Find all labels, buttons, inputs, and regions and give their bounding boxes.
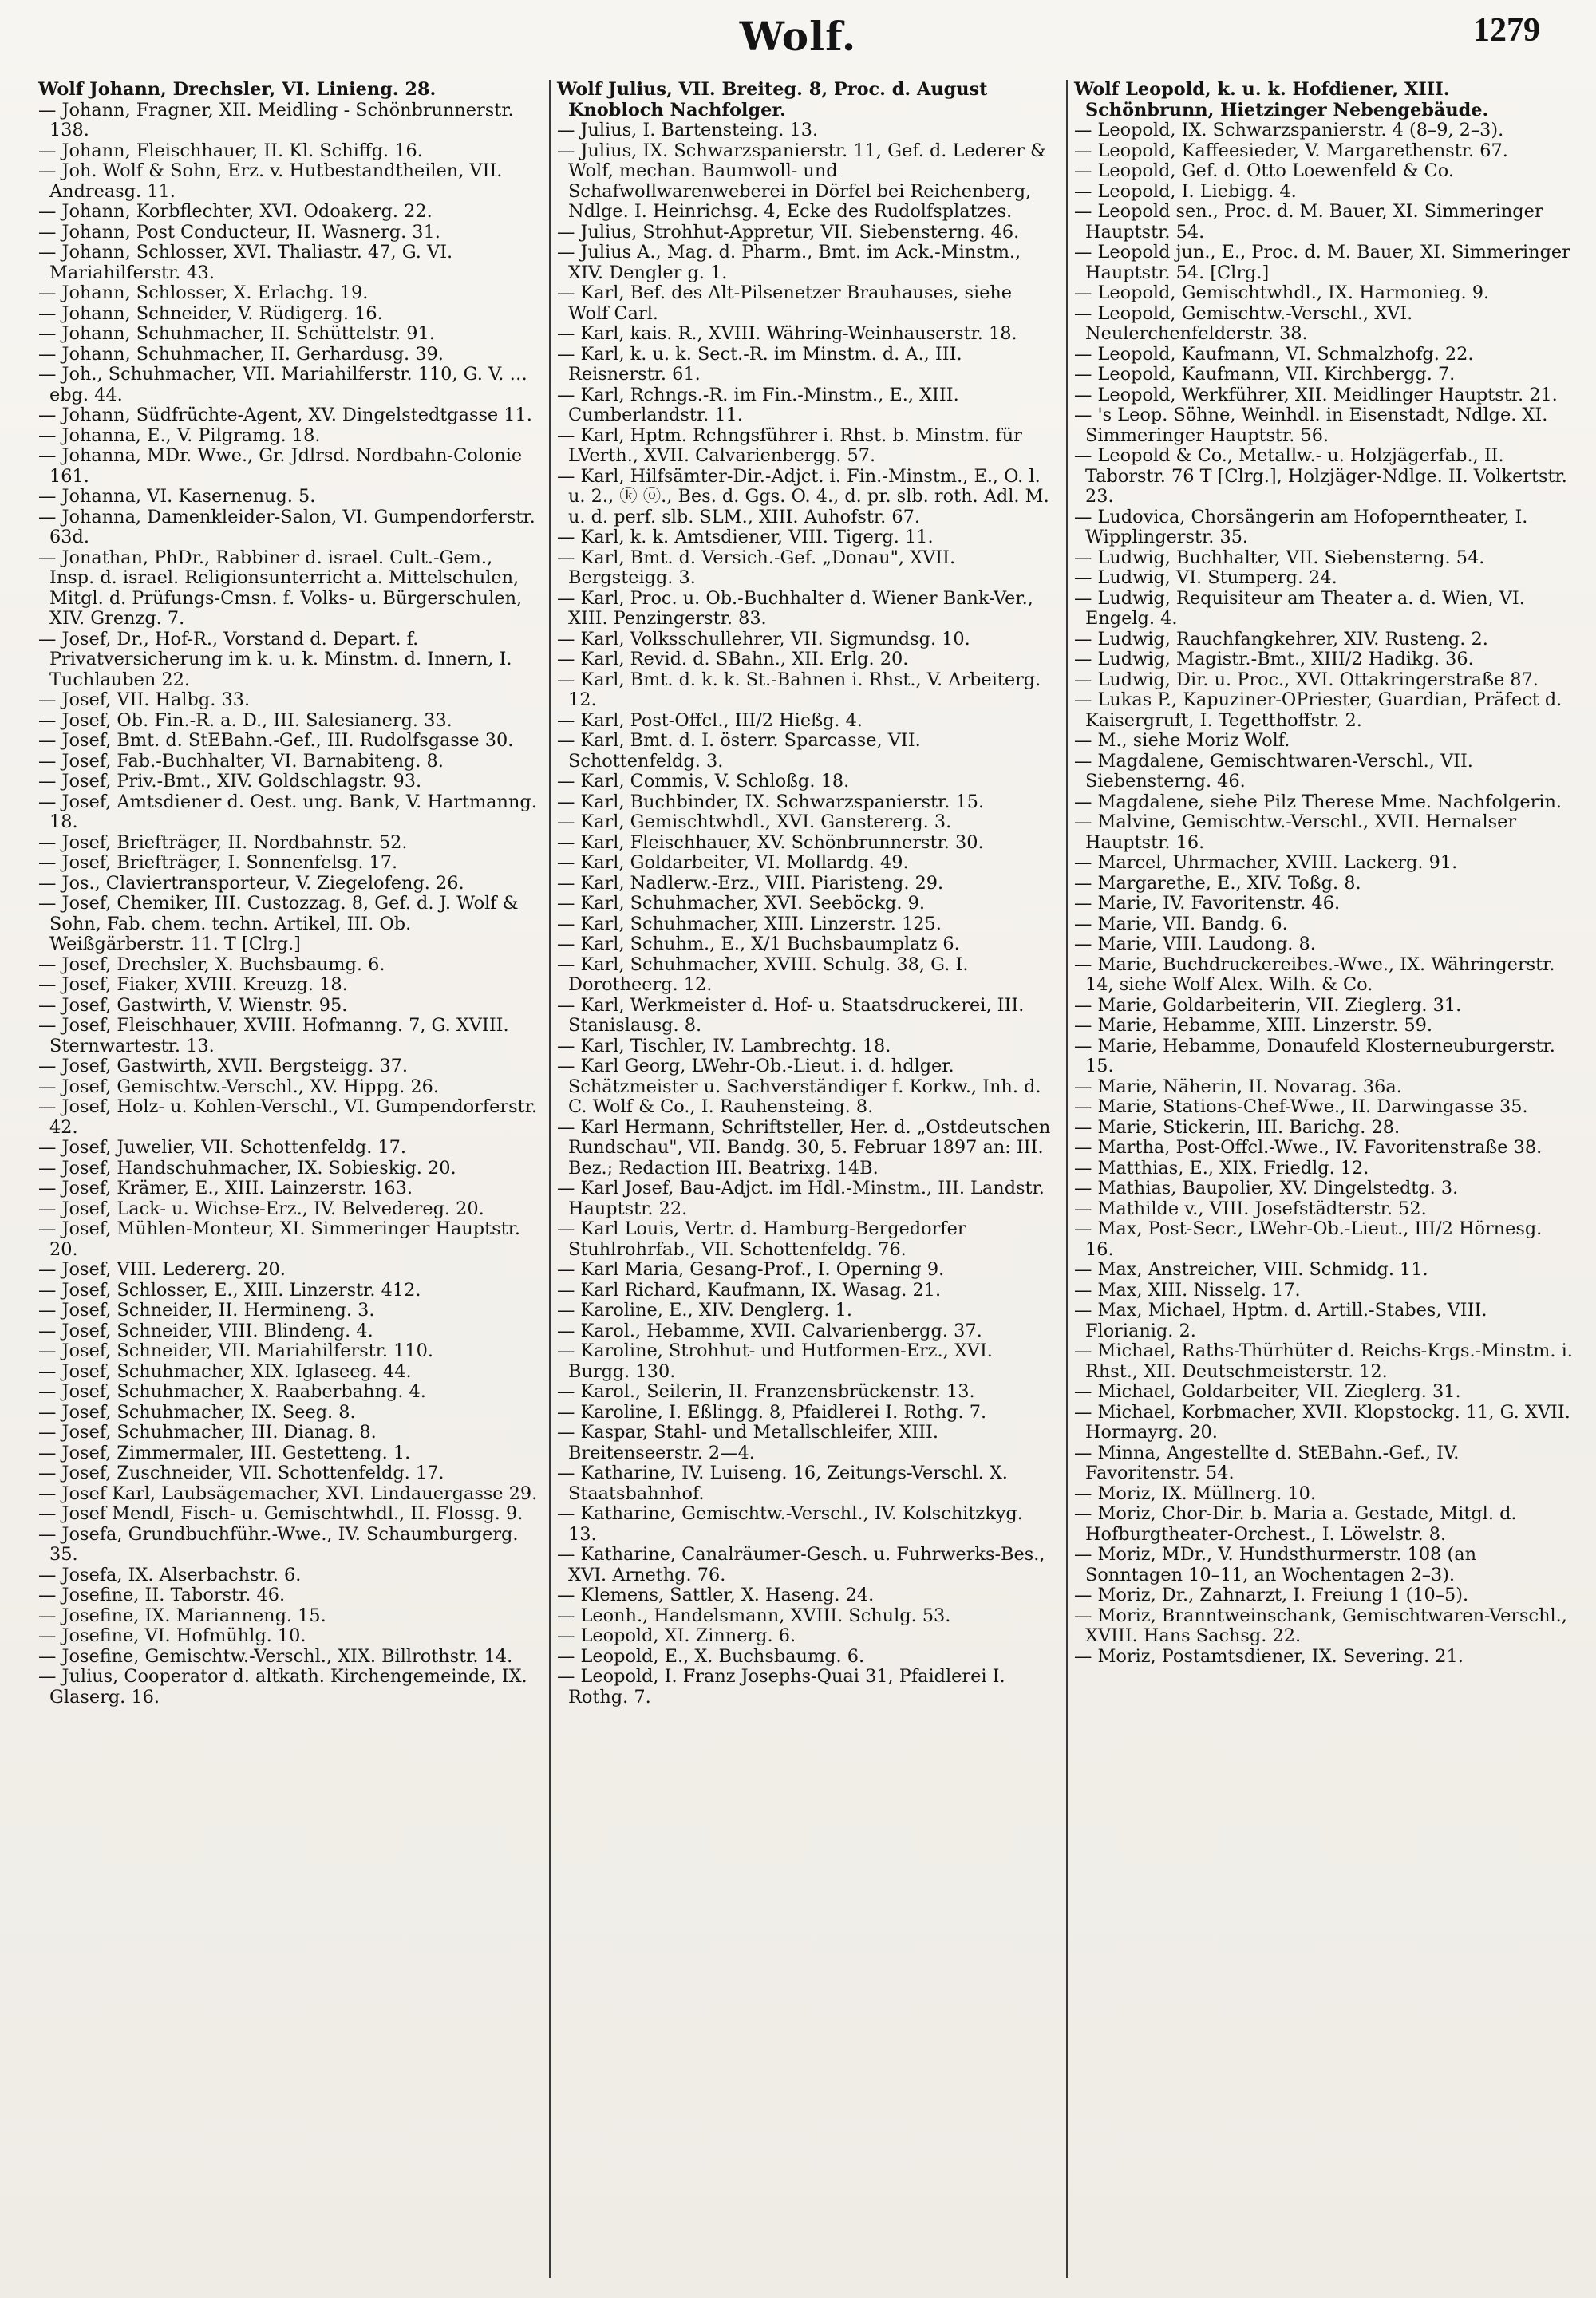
- columns: [32, 80, 1584, 2278]
- directory-entry: — Leopold, Kaffeesieder, V. Margarethenstr. 67.: [1074, 140, 1508, 161]
- directory-entry: — Johann, Post Conducteur, II. Wasnerg. 31.: [38, 221, 440, 243]
- directory-entry: — Karl Georg, LWehr-Ob.-Lieut. i. d. hdlger. Schätzmeister u. Sachverständiger f. Korkw., Inh. d. C. Wolf & Co., I. Rauhensteing. 8.: [557, 1056, 1041, 1117]
- directory-entry: — Josef, Briefträger, I. Sonnenfelsg. 17.: [38, 852, 398, 873]
- directory-entry: — Moriz, Dr., Zahnarzt, I. Freiung 1 (10–5).: [1074, 1585, 1469, 1605]
- directory-entry: — Josefa, IX. Alserbachstr. 6.: [38, 1564, 302, 1585]
- directory-entry: — Johann, Schuhmacher, II. Schüttelstr. 91.: [38, 323, 435, 344]
- directory-entry: — Josef, Krämer, E., XIII. Lainzerstr. 163.: [38, 1178, 413, 1198]
- directory-entry: — Josef, Chemiker, III. Custozzag. 8, Gef. d. J. Wolf & Sohn, Fab. chem. techn. Artikel, III. Ob. Weißgärberstr. 11. T [Clrg.]: [38, 893, 519, 954]
- directory-entry: — Magdalene, Gemischtwaren-Verschl., VII. Siebensterng. 46.: [1074, 750, 1473, 792]
- directory-entry: — Karl, Bmt. d. I. österr. Sparcasse, VII. Schottenfeldg. 3.: [557, 730, 921, 772]
- directory-entry: — Marie, VII. Bandg. 6.: [1074, 913, 1288, 934]
- directory-entry: — Marie, VIII. Laudong. 8.: [1074, 934, 1316, 954]
- directory-entry: — Mathias, Baupolier, XV. Dingelstedtg. 3.: [1074, 1178, 1459, 1198]
- directory-entry: — Karl, Bmt. d. Versich.-Gef. „Donau", XVII. Bergsteigg. 3.: [557, 547, 956, 588]
- directory-entry: — Karl, Hptm. Rchngsführer i. Rhst. b. Minstm. für LVerth., XVII. Calvarienbergg. 57.: [557, 424, 1022, 466]
- directory-entry: — Karoline, E., XIV. Denglerg. 1.: [557, 1300, 852, 1321]
- directory-entry: — Katharine, Canalräumer-Gesch. u. Fuhrwerks-Bes., XVI. Arnethg. 76.: [557, 1544, 1045, 1585]
- directory-entry: — Josef, Gemischtw.-Verschl., XV. Hippg. 26.: [38, 1076, 439, 1097]
- directory-entry: — Karl, k. k. Amtsdiener, VIII. Tigerg. 11.: [557, 527, 934, 547]
- directory-entry: — Johann, Südfrüchte-Agent, XV. Dingelstedtgasse 11.: [38, 405, 532, 425]
- directory-entry: — Karl Hermann, Schriftsteller, Her. d. „Ostdeutschen Rundschau", VII. Bandg. 30, 5. Februar 1897 an: III. Bez.; Redaction III. Beatrixg. 14B.: [557, 1116, 1051, 1179]
- directory-entry: — M., siehe Moriz Wolf.: [1074, 730, 1290, 751]
- directory-entry: — Max, Anstreicher, VIII. Schmidg. 11.: [1074, 1259, 1428, 1280]
- directory-entry: — Karl, Fleischhauer, XV. Schönbrunnerstr. 30.: [557, 831, 984, 853]
- directory-entry: — Josef, Amtsdiener d. Oest. ung. Bank, V. Hartmanng. 18.: [38, 791, 537, 832]
- directory-entry: — Leopold, Werkführer, XII. Meidlinger Hauptstr. 21.: [1074, 384, 1558, 405]
- directory-entry: — Josef, Gastwirth, XVII. Bergsteigg. 37.: [38, 1056, 409, 1076]
- directory-entry: — Marie, Hebamme, Donaufeld Klosterneuburgerstr. 15.: [1074, 1035, 1555, 1076]
- directory-entry: — Leopold, I. Liebigg. 4.: [1074, 180, 1297, 202]
- directory-entry: — Leopold sen., Proc. d. M. Bauer, XI. Simmeringer Hauptstr. 54.: [1074, 201, 1543, 243]
- directory-entry: — Magdalene, siehe Pilz Therese Mme. Nachfolgerin.: [1074, 791, 1562, 812]
- directory-entry: — Karoline, Strohhut- und Hutformen-Erz., XVI. Burgg. 130.: [557, 1340, 993, 1382]
- directory-entry: — Kaspar, Stahl- und Metallschleifer, XIII. Breitenseerstr. 2—4.: [557, 1422, 938, 1463]
- directory-entry: — Jonathan, PhDr., Rabbiner d. israel. Cult.-Gem., Insp. d. israel. Religionsunterricht a. Mittelschulen, Mitgl. d. Prüfungs-Cmsn. f. Volks- u. Bürgerschulen, XIV. Grenzg. 7.: [38, 547, 523, 629]
- directory-entry: — Karl, Schuhmacher, XIII. Linzerstr. 125.: [557, 913, 942, 934]
- directory-entry: — Johann, Fleischhauer, II. Kl. Schiffg. 16.: [38, 140, 423, 161]
- directory-entry: — Karl, Schuhmacher, XVIII. Schulg. 38, G. I. Dorotheerg. 12.: [557, 954, 969, 995]
- directory-entry: — Leopold, Kaufmann, VII. Kirchbergg. 7.: [1074, 364, 1456, 385]
- directory-entry: — Josef Mendl, Fisch- u. Gemischtwhdl., II. Flossg. 9.: [38, 1503, 523, 1524]
- directory-entry: — Marie, Stickerin, III. Barichg. 28.: [1074, 1116, 1400, 1138]
- directory-entry: — Julius A., Mag. d. Pharm., Bmt. im Ack.-Minstm., XIV. Dengler g. 1.: [557, 242, 1021, 283]
- directory-entry: — Karl, Proc. u. Ob.-Buchhalter d. Wiener Bank-Ver., XIII. Penzingerstr. 83.: [557, 587, 1033, 629]
- directory-entry: — Marie, Stations-Chef-Wwe., II. Darwingasse 35.: [1074, 1096, 1528, 1117]
- directory-entry: — Johann, Schlosser, X. Erlachg. 19.: [38, 282, 369, 303]
- directory-entry: — Josefine, IX. Marianneng. 15.: [38, 1605, 326, 1626]
- directory-entry: — Josef, Ob. Fin.-R. a. D., III. Salesianerg. 33.: [38, 709, 452, 731]
- directory-entry: — Johann, Fragner, XII. Meidling - Schönbrunnerstr. 138.: [38, 99, 514, 140]
- directory-entry: — Karl, Revid. d. SBahn., XII. Erlg. 20.: [557, 649, 909, 669]
- directory-entry: — Josef Karl, Laubsägemacher, XVI. Lindauergasse 29.: [38, 1483, 538, 1504]
- directory-entry: — Josef, Schuhmacher, XIX. Iglaseeg. 44.: [38, 1360, 412, 1382]
- directory-entry: — Minna, Angestellte d. StEBahn.-Gef., IV. Favoritenstr. 54.: [1074, 1442, 1460, 1483]
- directory-entry: — Karl, Schuhm., E., X/1 Buchsbaumplatz 6.: [557, 934, 960, 954]
- directory-entry: — 's Leop. Söhne, Weinhdl. in Eisenstadt, Ndlge. XI. Simmeringer Hauptstr. 56.: [1074, 405, 1548, 446]
- directory-entry: — Josef, Schlosser, E., XIII. Linzerstr. 412.: [38, 1279, 421, 1301]
- directory-entry: — Karl, Tischler, IV. Lambrechtg. 18.: [557, 1035, 891, 1056]
- directory-entry: — Leonh., Handelsmann, XVIII. Schulg. 53.: [557, 1605, 951, 1626]
- directory-entry: — Josef, Mühlen-Monteur, XI. Simmeringer Hauptstr. 20.: [38, 1218, 520, 1260]
- directory-entry: — Josef, Fleischhauer, XVIII. Hofmanng. 7, G. XVIII. Sternwartestr. 13.: [38, 1015, 509, 1056]
- directory-entry: — Josef, Schneider, VIII. Blindeng. 4.: [38, 1320, 373, 1341]
- directory-entry: — Marcel, Uhrmacher, XVIII. Lackerg. 91.: [1074, 852, 1458, 873]
- directory-entry: — Josef, Briefträger, II. Nordbahnstr. 52.: [38, 831, 408, 853]
- directory-entry: — Karl Richard, Kaufmann, IX. Wasag. 21.: [557, 1279, 942, 1301]
- directory-entry: — Max, XIII. Nisselg. 17.: [1074, 1279, 1301, 1301]
- directory-entry: — Katharine, IV. Luiseng. 16, Zeitungs-Verschl. X. Staatsbahnhof.: [557, 1463, 1008, 1504]
- directory-entry: — Moriz, MDr., V. Hundsthurmerstr. 108 (an Sonntagen 10–11, an Wochentagen 2–3).: [1074, 1544, 1477, 1585]
- directory-entry: — Josef, Schuhmacher, X. Raaberbahng. 4.: [38, 1381, 426, 1402]
- directory-entry: — Josef, Dr., Hof-R., Vorstand d. Depart. f. Privatversicherung im k. u. k. Minstm. d. Innern, I. Tuchlauben 22.: [38, 628, 512, 690]
- directory-entry: — Johanna, Damenkleider-Salon, VI. Gumpendorferstr. 63d.: [38, 506, 535, 547]
- directory-entry: — Josefa, Grundbuchführ.-Wwe., IV. Schaumburgerg. 35.: [38, 1523, 519, 1565]
- directory-entry: — Michael, Korbmacher, XVII. Klopstockg. 11, G. XVII. Hormayrg. 20.: [1074, 1401, 1570, 1443]
- directory-entry: — Julius, IX. Schwarzspanierstr. 11, Gef. d. Lederer & Wolf, mechan. Baumwoll- und Schafwollwarenweberei in Dörfel bei Reichenberg, Ndlge. I. Heinrichsg. 4, Ecke des Rudolfsplatzes.: [557, 140, 1046, 222]
- directory-entry: — Moriz, Chor-Dir. b. Maria a. Gestade, Mitgl. d. Hofburgtheater-Orchest., I. Löwelstr. 8.: [1074, 1503, 1517, 1545]
- directory-entry: — Johanna, MDr. Wwe., Gr. Jdlrsd. Nordbahn-Colonie 161.: [38, 445, 523, 487]
- directory-entry: — Julius, I. Bartensteing. 13.: [557, 120, 819, 140]
- directory-entry: — Josef, Drechsler, X. Buchsbaumg. 6.: [38, 954, 385, 975]
- directory-entry: — Josef, Schneider, VII. Mariahilferstr. 110.: [38, 1340, 434, 1361]
- directory-entry: — Ludwig, Requisiteur am Theater a. d. Wien, VI. Engelg. 4.: [1074, 587, 1525, 629]
- directory-entry: — Josef, Fab.-Buchhalter, VI. Barnabiteng. 8.: [38, 750, 444, 772]
- directory-entry: — Johann, Schlosser, XVI. Thaliastr. 47, G. VI. Mariahilferstr. 43.: [38, 242, 453, 283]
- directory-entry: — Ludwig, Buchhalter, VII. Siebensterng. 54.: [1074, 547, 1485, 568]
- column-1: [32, 80, 549, 2278]
- directory-entry: — Josef, VIII. Ledererg. 20.: [38, 1259, 286, 1280]
- page-number: 1279: [1473, 12, 1540, 49]
- directory-entry: — Leopold, XI. Zinnerg. 6.: [557, 1625, 796, 1646]
- directory-entry: — Joh., Schuhmacher, VII. Mariahilferstr. 110, G. V. …ebg. 44.: [38, 364, 527, 405]
- directory-entry: — Leopold, E., X. Buchsbaumg. 6.: [557, 1645, 865, 1667]
- directory-entry: — Mathilde v., VIII. Josefstädterstr. 52.: [1074, 1198, 1427, 1219]
- directory-entry: — Julius, Cooperator d. altkath. Kirchengemeinde, IX. Glaserg. 16.: [38, 1666, 527, 1708]
- directory-entry: — Leopold, Gemischtwhdl., IX. Harmonieg. 9.: [1074, 282, 1490, 303]
- directory-entry: — Michael, Raths-Thürhüter d. Reichs-Krgs.-Minstm. i. Rhst., XII. Deutschmeisterstr. 12.: [1074, 1340, 1573, 1382]
- directory-entry: — Leopold, Kaufmann, VI. Schmalzhofg. 22.: [1074, 343, 1474, 365]
- directory-entry: — Josef, Lack- u. Wichse-Erz., IV. Belvedereg. 20.: [38, 1198, 484, 1219]
- directory-entry: — Michael, Goldarbeiter, VII. Zieglerg. 31.: [1074, 1381, 1461, 1402]
- directory-entry: — Josefine, VI. Hofmühlg. 10.: [38, 1625, 306, 1646]
- directory-entry: — Josef, Schuhmacher, IX. Seeg. 8.: [38, 1401, 356, 1423]
- directory-entry: — Karl, Schuhmacher, XVI. Seeböckg. 9.: [557, 893, 925, 914]
- directory-entry: — Leopold, Gef. d. Otto Loewenfeld & Co.: [1074, 160, 1454, 181]
- directory-entry: — Marie, Goldarbeiterin, VII. Zieglerg. 31.: [1074, 994, 1462, 1016]
- directory-entry: — Marie, Hebamme, XIII. Linzerstr. 59.: [1074, 1015, 1433, 1036]
- directory-entry: — Johanna, VI. Kasernenug. 5.: [38, 486, 316, 507]
- directory-entry: — Josef, Priv.-Bmt., XIV. Goldschlagstr. 93.: [38, 771, 422, 792]
- directory-entry: — Josef, VII. Halbg. 33.: [38, 689, 251, 710]
- directory-entry: — Moriz, Postamtsdiener, IX. Severing. 21.: [1074, 1645, 1464, 1667]
- directory-entry: — Jos., Claviertransporteur, V. Ziegelofeng. 26.: [38, 872, 464, 894]
- directory-entry: — Ludwig, Dir. u. Proc., XVI. Ottakringerstraße 87.: [1074, 669, 1539, 690]
- directory-entry: — Ludwig, Magistr.-Bmt., XIII/2 Hadikg. 36.: [1074, 649, 1474, 669]
- directory-entry: — Johanna, E., V. Pilgramg. 18.: [38, 424, 321, 446]
- directory-entry: — Martha, Post-Offcl.-Wwe., IV. Favoritenstraße 38.: [1074, 1137, 1543, 1158]
- directory-entry: — Karl, Post-Offcl., III/2 Hießg. 4.: [557, 709, 863, 731]
- directory-entry: — Max, Post-Secr., LWehr-Ob.-Lieut., III/2 Hörnesg. 16.: [1074, 1218, 1543, 1260]
- directory-entry: — Karol., Seilerin, II. Franzensbrückenstr. 13.: [557, 1381, 975, 1402]
- directory-entry: — Karol., Hebamme, XVII. Calvarienbergg. 37.: [557, 1320, 982, 1341]
- directory-entry: — Josefine, II. Taborstr. 46.: [38, 1585, 286, 1605]
- directory-entry: — Josef, Fiaker, XVIII. Kreuzg. 18.: [38, 974, 348, 995]
- directory-entry: — Klemens, Sattler, X. Haseng. 24.: [557, 1585, 875, 1605]
- directory-entry: — Josef, Bmt. d. StEBahn.-Gef., III. Rudolfsgasse 30.: [38, 730, 514, 751]
- directory-entry: — Karl, Bef. des Alt-Pilsenetzer Brauhauses, siehe Wolf Carl.: [557, 282, 1013, 324]
- directory-entry: — Josef, Juwelier, VII. Schottenfeldg. 17.: [38, 1137, 407, 1158]
- directory-entry: — Ludovica, Chorsängerin am Hofoperntheater, I. Wipplingerstr. 35.: [1074, 506, 1528, 547]
- directory-entry: — Karl, Bmt. d. k. k. St.-Bahnen i. Rhst., V. Arbeiterg. 12.: [557, 669, 1041, 710]
- directory-entry: — Karl, Buchbinder, IX. Schwarzspanierstr. 15.: [557, 791, 985, 812]
- directory-entry: — Marie, Buchdruckereibes.-Wwe., IX. Währingerstr. 14, siehe Wolf Alex. Wilh. & Co.: [1074, 954, 1555, 995]
- directory-entry: Wolf Leopold, k. u. k. Hofdiener, XIII. Schönbrunn, Hietzinger Nebengebäude.: [1074, 80, 1489, 120]
- directory-entry: — Josef, Holz- u. Kohlen-Verschl., VI. Gumpendorferstr. 42.: [38, 1096, 537, 1138]
- directory-entry: Wolf Julius, VII. Breiteg. 8, Proc. d. August Knobloch Nachfolger.: [557, 80, 988, 120]
- page-title: Wolf.: [739, 13, 857, 60]
- directory-entry: — Marie, Näherin, II. Novarag. 36a.: [1074, 1076, 1402, 1097]
- directory-entry: — Margarethe, E., XIV. Toßg. 8.: [1074, 872, 1361, 894]
- directory-entry: — Josefine, Gemischtw.-Verschl., XIX. Billrothstr. 14.: [38, 1645, 513, 1667]
- column-2: [549, 80, 1066, 2278]
- directory-entry: — Johann, Korbflechter, XVI. Odoakerg. 22.: [38, 201, 433, 222]
- directory-entry: — Joh. Wolf & Sohn, Erz. v. Hutbestandtheilen, VII. Andreasg. 11.: [38, 160, 503, 202]
- directory-entry: — Karl Louis, Vertr. d. Hamburg-Bergedorfer Stuhlrohrfab., VII. Schottenfeldg. 76.: [557, 1218, 966, 1260]
- directory-entry: — Leopold, I. Franz Josephs-Quai 31, Pfaidlerei I. Rothg. 7.: [557, 1666, 1005, 1708]
- directory-entry: — Johann, Schneider, V. Rüdigerg. 16.: [38, 302, 383, 324]
- directory-entry: — Josef, Zimmermaler, III. Gestetteng. 1.: [38, 1442, 411, 1463]
- directory-entry: — Karl, Gemischtwhdl., XVI. Ganstererg. 3.: [557, 811, 952, 832]
- directory-entry: — Karl, Rchngs.-R. im Fin.-Minstm., E., XIII. Cumberlandstr. 11.: [557, 384, 959, 425]
- directory-entry: — Karl, k. u. k. Sect.-R. im Minstm. d. A., III. Reisnerstr. 61.: [557, 343, 962, 385]
- directory-entry: — Matthias, E., XIX. Friedlg. 12.: [1074, 1157, 1369, 1179]
- directory-entry: — Lukas P., Kapuziner-OPriester, Guardian, Präfect d. Kaisergruft, I. Tegetthoffstr. 2.: [1074, 689, 1562, 731]
- directory-entry: — Julius, Strohhut-Appretur, VII. Siebensterng. 46.: [557, 221, 1020, 243]
- directory-entry: — Josef, Schuhmacher, III. Dianag. 8.: [38, 1422, 377, 1443]
- directory-entry: — Karl, Werkmeister d. Hof- u. Staatsdruckerei, III. Stanislausg. 8.: [557, 994, 1025, 1036]
- directory-entry: — Johann, Schuhmacher, II. Gerhardusg. 39.: [38, 343, 444, 365]
- directory-entry: — Karl, Volksschullehrer, VII. Sigmundsg. 10.: [557, 628, 970, 650]
- directory-entry: Wolf Johann, Drechsler, VI. Linieng. 28.: [38, 80, 437, 100]
- directory-entry: — Karl, kais. R., XVIII. Währing-Weinhauserstr. 18.: [557, 323, 1017, 344]
- directory-entry: — Leopold, Gemischtw.-Verschl., XVI. Neulerchenfelderstr. 38.: [1074, 302, 1413, 344]
- directory-entry: — Karoline, I. Eßlingg. 8, Pfaidlerei I. Rothg. 7.: [557, 1401, 987, 1423]
- directory-entry: — Leopold jun., E., Proc. d. M. Bauer, XI. Simmeringer Hauptstr. 54. [Clrg.]: [1074, 242, 1570, 283]
- directory-entry: — Malvine, Gemischtw.-Verschl., XVII. Hernalser Hauptstr. 16.: [1074, 811, 1517, 853]
- directory-entry: — Marie, IV. Favoritenstr. 46.: [1074, 893, 1341, 914]
- directory-entry: — Karl Maria, Gesang-Prof., I. Operning 9.: [557, 1259, 945, 1280]
- directory-entry: — Max, Michael, Hptm. d. Artill.-Stabes, VIII. Florianig. 2.: [1074, 1300, 1487, 1341]
- directory-entry: — Karl, Hilfsämter-Dir.-Adjct. i. Fin.-Minstm., E., O. l. u. 2., ⓚ ⓞ., Bes. d. Ggs. O. 4., d. pr. slb. roth. Adl. M. u. d. perf. slb. SLM., XIII. Auhofstr. 67.: [557, 465, 1049, 527]
- directory-entry: — Karl, Nadlerw.-Erz., VIII. Piaristeng. 29.: [557, 872, 944, 894]
- directory-entry: — Ludwig, Rauchfangkehrer, XIV. Rusteng. 2.: [1074, 628, 1488, 650]
- directory-entry: — Karl, Commis, V. Schloßg. 18.: [557, 771, 850, 792]
- directory-entry: — Karl, Goldarbeiter, VI. Mollardg. 49.: [557, 852, 909, 873]
- directory-entry: — Moriz, IX. Müllnerg. 10.: [1074, 1483, 1317, 1504]
- directory-entry: — Katharine, Gemischtw.-Verschl., IV. Kolschitzkyg. 13.: [557, 1503, 1023, 1545]
- page-header: [0, 0, 1596, 80]
- directory-entry: — Josef, Handschuhmacher, IX. Sobieskig. 20.: [38, 1157, 456, 1179]
- column-3: [1066, 80, 1583, 2278]
- directory-entry: — Leopold & Co., Metallw.- u. Holzjägerfab., II. Taborstr. 76 T [Clrg.], Holzjäger-Ndlge. II. Volkertstr. 23.: [1074, 445, 1567, 507]
- directory-entry: — Josef, Gastwirth, V. Wienstr. 95.: [38, 994, 348, 1016]
- directory-entry: — Josef, Schneider, II. Hermineng. 3.: [38, 1300, 375, 1321]
- directory-entry: — Josef, Zuschneider, VII. Schottenfeldg. 17.: [38, 1463, 444, 1483]
- directory-entry: — Moriz, Branntweinschank, Gemischtwaren-Verschl., XVIII. Hans Sachsg. 22.: [1074, 1605, 1567, 1646]
- directory-entry: — Leopold, IX. Schwarzspanierstr. 4 (8–9, 2–3).: [1074, 120, 1504, 140]
- directory-entry: — Ludwig, VI. Stumperg. 24.: [1074, 567, 1337, 588]
- directory-entry: — Karl Josef, Bau-Adjct. im Hdl.-Minstm., III. Landstr. Hauptstr. 22.: [557, 1178, 1045, 1219]
